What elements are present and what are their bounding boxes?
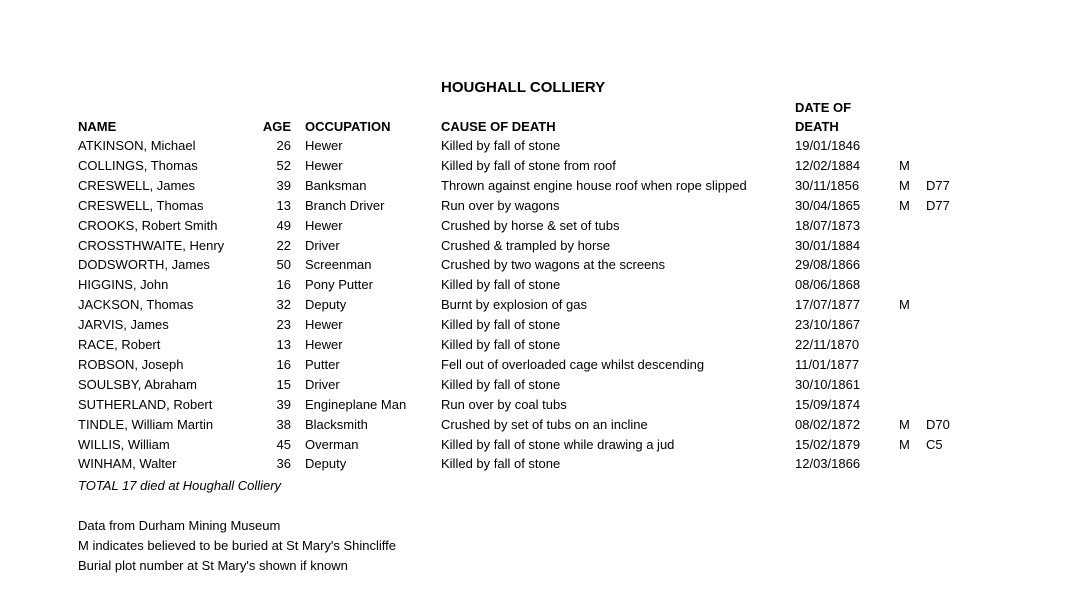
cell-cause-of-death: Killed by fall of stone bbox=[441, 376, 561, 392]
cell-date-of-death: 11/01/1877 bbox=[795, 356, 860, 372]
table-row bbox=[0, 355, 1083, 375]
cell-cause-of-death: Killed by fall of stone bbox=[441, 456, 561, 472]
cell-cause-of-death: Killed by fall of stone from roof bbox=[441, 157, 616, 173]
cell-date-of-death: 30/01/1884 bbox=[795, 237, 861, 253]
cell-buried-marker: M bbox=[899, 436, 910, 452]
cell-age: 16 bbox=[276, 356, 291, 372]
cell-age: 38 bbox=[276, 416, 291, 432]
cell-cause-of-death: Crushed & trampled by horse bbox=[441, 237, 611, 253]
cell-date-of-death: 15/02/1879 bbox=[795, 436, 861, 452]
cell-occupation: Putter bbox=[305, 356, 340, 372]
table-row bbox=[0, 176, 1083, 196]
cell-name: CRESWELL, James bbox=[78, 177, 196, 193]
note-m-meaning: M indicates believed to be buried at St Mary's Shincliffe bbox=[78, 538, 397, 553]
total-line: TOTAL 17 died at Houghall Colliery bbox=[78, 478, 282, 493]
table-row bbox=[0, 196, 1083, 216]
cell-name: RACE, Robert bbox=[78, 337, 161, 352]
cell-occupation: Engineplane Man bbox=[305, 396, 407, 412]
cell-age: 13 bbox=[276, 197, 291, 213]
cell-name: ROBSON, Joseph bbox=[78, 356, 184, 372]
header-date-line1: DATE OF bbox=[795, 100, 852, 115]
cell-name: DODSWORTH, James bbox=[78, 257, 210, 273]
cell-burial-plot: D77 bbox=[926, 197, 950, 213]
note-source: Data from Durham Mining Museum bbox=[78, 518, 281, 533]
cell-date-of-death: 08/06/1868 bbox=[795, 277, 861, 293]
cell-age: 36 bbox=[276, 456, 291, 472]
cell-burial-plot: D77 bbox=[926, 177, 950, 193]
cell-age: 45 bbox=[276, 436, 291, 452]
table-row bbox=[0, 156, 1083, 176]
table-row bbox=[0, 255, 1083, 275]
table-row bbox=[0, 295, 1083, 315]
cell-occupation: Branch Driver bbox=[305, 197, 385, 213]
cell-age: 16 bbox=[276, 277, 291, 293]
cell-cause-of-death: Fell out of overloaded cage whilst descending bbox=[441, 356, 705, 372]
cell-occupation: Screenman bbox=[305, 257, 372, 273]
header-occupation: OCCUPATION bbox=[305, 119, 391, 134]
cell-buried-marker: M bbox=[899, 177, 910, 193]
cell-occupation: Hewer bbox=[305, 337, 343, 352]
document-title: HOUGHALL COLLIERY bbox=[441, 79, 606, 96]
cell-age: 50 bbox=[276, 257, 291, 273]
cell-occupation: Hewer bbox=[305, 138, 343, 153]
cell-date-of-death: 18/07/1873 bbox=[795, 217, 861, 233]
cell-buried-marker: M bbox=[899, 297, 910, 313]
cell-age: 39 bbox=[276, 396, 291, 412]
header-age: AGE bbox=[262, 119, 291, 134]
cell-occupation: Hewer bbox=[305, 317, 343, 333]
table-row bbox=[0, 315, 1083, 335]
cell-age: 22 bbox=[276, 237, 291, 253]
cell-name: ATKINSON, Michael bbox=[78, 138, 196, 153]
cell-buried-marker: M bbox=[899, 157, 910, 173]
cell-cause-of-death: Crushed by horse & set of tubs bbox=[441, 217, 620, 233]
cell-date-of-death: 12/03/1866 bbox=[795, 456, 861, 472]
cell-age: 26 bbox=[276, 138, 291, 153]
cell-cause-of-death: Killed by fall of stone bbox=[441, 337, 561, 352]
cell-date-of-death: 30/10/1861 bbox=[795, 376, 861, 392]
cell-age: 13 bbox=[276, 337, 291, 352]
cell-date-of-death: 23/10/1867 bbox=[795, 317, 861, 333]
cell-occupation: Hewer bbox=[305, 157, 343, 173]
table-row bbox=[0, 454, 1083, 474]
cell-age: 39 bbox=[276, 177, 291, 193]
cell-occupation: Deputy bbox=[305, 456, 347, 472]
cell-date-of-death: 30/11/1856 bbox=[795, 177, 860, 193]
cell-occupation: Driver bbox=[305, 376, 340, 392]
cell-occupation: Blacksmith bbox=[305, 416, 368, 432]
header-name: NAME bbox=[78, 119, 117, 134]
cell-cause-of-death: Run over by wagons bbox=[441, 197, 560, 213]
cell-cause-of-death: Burnt by explosion of gas bbox=[441, 297, 587, 313]
table-row bbox=[0, 375, 1083, 395]
table-row bbox=[0, 415, 1083, 435]
cell-name: HIGGINS, John bbox=[78, 277, 169, 293]
cell-date-of-death: 22/11/1870 bbox=[795, 337, 860, 352]
cell-date-of-death: 08/02/1872 bbox=[795, 416, 861, 432]
cell-age: 23 bbox=[276, 317, 291, 333]
table-row bbox=[0, 136, 1083, 156]
cell-cause-of-death: Thrown against engine house roof when rope slipped bbox=[441, 177, 747, 193]
cell-name: WILLIS, William bbox=[78, 436, 170, 452]
cell-date-of-death: 30/04/1865 bbox=[795, 197, 861, 213]
cell-name: WINHAM, Walter bbox=[78, 456, 177, 472]
table-row bbox=[0, 275, 1083, 295]
note-burial-plot: Burial plot number at St Mary's shown if known bbox=[78, 558, 348, 573]
cell-date-of-death: 12/02/1884 bbox=[795, 157, 861, 173]
cell-occupation: Hewer bbox=[305, 217, 343, 233]
cell-occupation: Deputy bbox=[305, 297, 347, 313]
cell-cause-of-death: Killed by fall of stone bbox=[441, 277, 561, 293]
cell-cause-of-death: Run over by coal tubs bbox=[441, 396, 567, 412]
cell-cause-of-death: Killed by fall of stone while drawing a jud bbox=[441, 436, 675, 452]
cell-name: JACKSON, Thomas bbox=[78, 297, 194, 313]
cell-date-of-death: 17/07/1877 bbox=[795, 297, 861, 313]
cell-age: 49 bbox=[276, 217, 291, 233]
cell-burial-plot: C5 bbox=[926, 436, 943, 452]
header-date-line2: DEATH bbox=[795, 119, 839, 134]
cell-buried-marker: M bbox=[899, 416, 910, 432]
cell-name: CROOKS, Robert Smith bbox=[78, 217, 218, 233]
cell-occupation: Pony Putter bbox=[305, 277, 373, 293]
cell-name: COLLINGS, Thomas bbox=[78, 157, 198, 173]
cell-occupation: Banksman bbox=[305, 177, 367, 193]
table-row bbox=[0, 395, 1083, 415]
cell-cause-of-death: Killed by fall of stone bbox=[441, 317, 561, 333]
cell-age: 52 bbox=[276, 157, 291, 173]
cell-age: 32 bbox=[276, 297, 291, 313]
cell-cause-of-death: Crushed by two wagons at the screens bbox=[441, 257, 666, 273]
cell-name: SUTHERLAND, Robert bbox=[78, 396, 213, 412]
cell-cause-of-death: Killed by fall of stone bbox=[441, 138, 561, 153]
cell-date-of-death: 29/08/1866 bbox=[795, 257, 861, 273]
cell-buried-marker: M bbox=[899, 197, 910, 213]
table-row bbox=[0, 335, 1083, 355]
cell-burial-plot: D70 bbox=[926, 416, 950, 432]
cell-name: TINDLE, William Martin bbox=[78, 416, 214, 432]
cell-occupation: Overman bbox=[305, 436, 359, 452]
header-cause: CAUSE OF DEATH bbox=[441, 119, 556, 134]
cell-age: 15 bbox=[276, 376, 291, 392]
cell-name: JARVIS, James bbox=[78, 317, 169, 333]
cell-cause-of-death: Crushed by set of tubs on an incline bbox=[441, 416, 648, 432]
cell-date-of-death: 15/09/1874 bbox=[795, 396, 861, 412]
cell-date-of-death: 19/01/1846 bbox=[795, 138, 861, 153]
table-row bbox=[0, 236, 1083, 256]
cell-name: SOULSBY, Abraham bbox=[78, 376, 197, 392]
cell-name: CRESWELL, Thomas bbox=[78, 197, 204, 213]
cell-occupation: Driver bbox=[305, 237, 340, 253]
table-row bbox=[0, 216, 1083, 236]
table-row bbox=[0, 435, 1083, 455]
cell-name: CROSSTHWAITE, Henry bbox=[78, 237, 225, 253]
